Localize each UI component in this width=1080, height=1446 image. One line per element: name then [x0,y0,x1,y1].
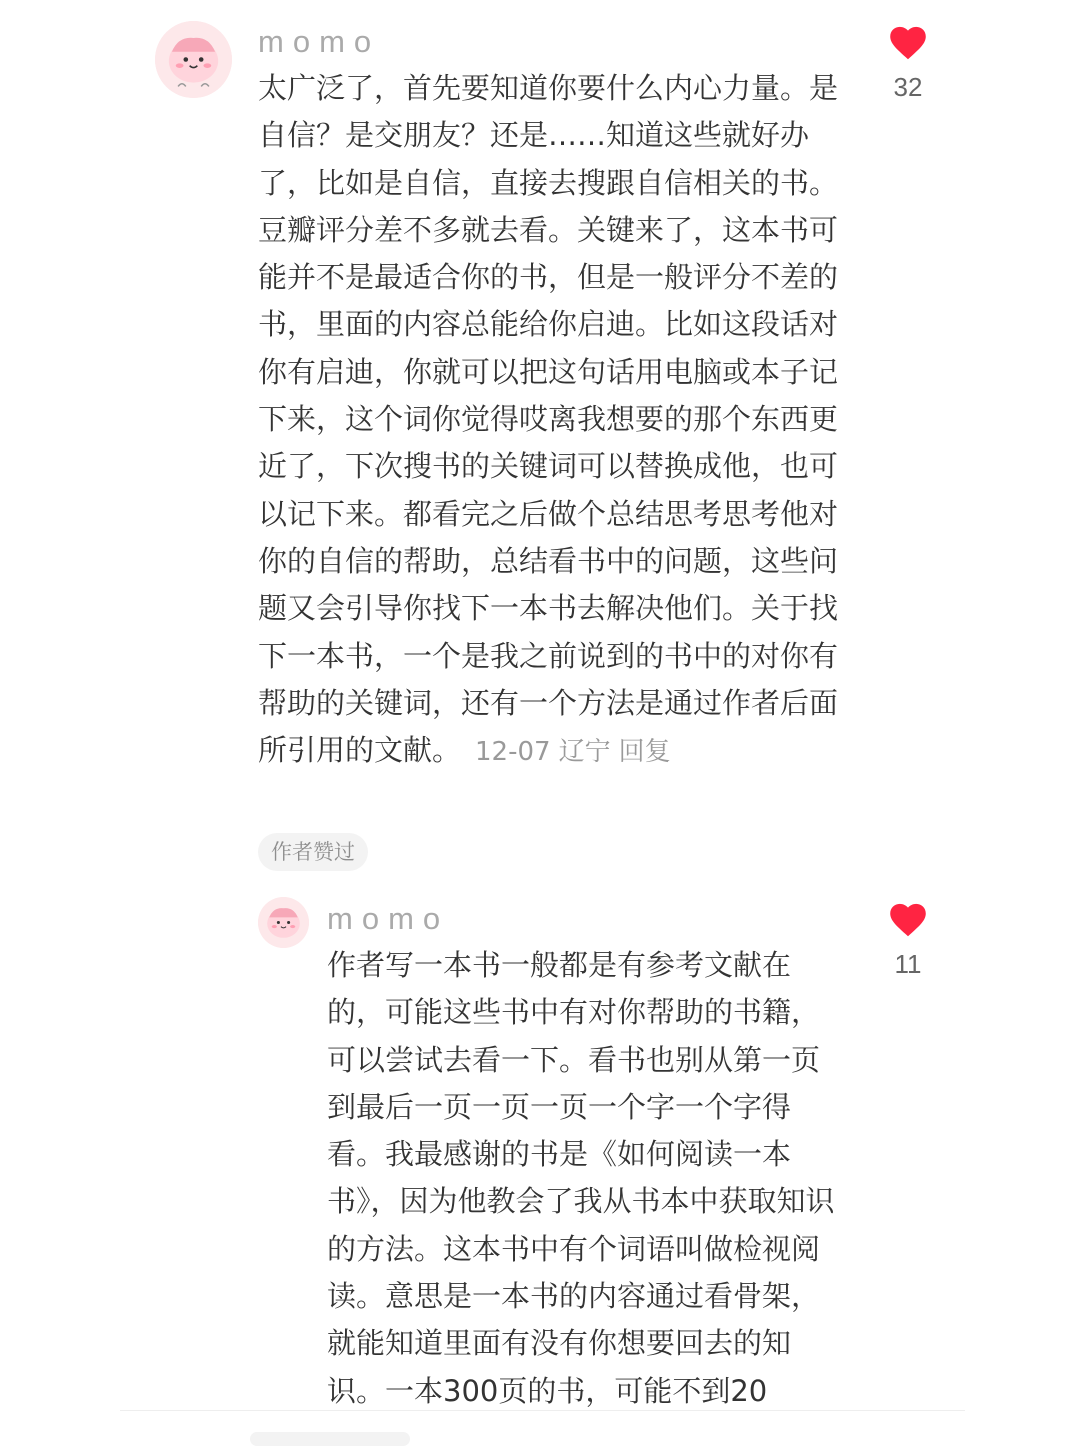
like-button[interactable] [868,26,948,102]
reply-button[interactable]: 回复 [618,737,671,768]
heart-icon[interactable] [889,903,927,937]
comment-body: 太广泛了，首先要知道你要什么内心力量。是自信？是交朋友？还是……知道这些就好办了，比如是自信，直接去搜跟自信相关的书。豆瓣评分差不多就去看。关键来了，这本书可能并不是最适合你的书，但是一般评分不差的书，里面的内容总能给你启迪。比如这段话对你有启迪，你就可以把这句话用电脑或本子记下来，这个词你觉得哎离我想要的那个东西更近了，下次搜书的关键词可以替换成他，也可以记下来。都看完之后做个总结思考思考他对你的自信的帮助，总结看书中的问题，这些问题又会引导你找下一本书去解决他们。关于找下一本书，一个是我之前说到的书中的对你有帮助的关键词，还有一个方法是通过作者后面所引用的文献。 [258,71,839,768]
heart-icon[interactable] [889,26,927,60]
cute-pink-character-icon [155,21,232,98]
comment-date: 12-07 [475,737,551,768]
comment-text [258,65,848,776]
reply-username[interactable]: momo [327,901,450,936]
comment-location: 辽宁 [558,737,611,768]
bottom-bar [250,1432,410,1446]
avatar[interactable] [155,21,232,98]
cute-pink-character-icon [258,897,309,948]
author-liked-badge: 作者赞过 [258,833,368,871]
divider [120,1410,965,1411]
username[interactable]: momo [258,24,381,59]
reply-text: 作者写一本书一般都是有参考文献在的，可能这些书中有对你帮助的书籍，可以尝试去看一下。看书也别从第一页到最后一页一页一页一个字一个字得看。我最感谢的书是《如何阅读一本书》，因为他教会了我从书本中获取知识的方法。这本书中有个词语叫做检视阅读。意思是一本书的内容通过看骨架，就能知道里面有没有你想要回去的知识。一本300页的书，可能不到20 [327,948,835,1408]
reply-like-count: 11 [894,949,922,979]
like-count: 32 [893,72,923,102]
comment-meta [475,737,679,767]
reply-like-button[interactable] [868,903,948,979]
reply-avatar[interactable] [258,897,309,948]
